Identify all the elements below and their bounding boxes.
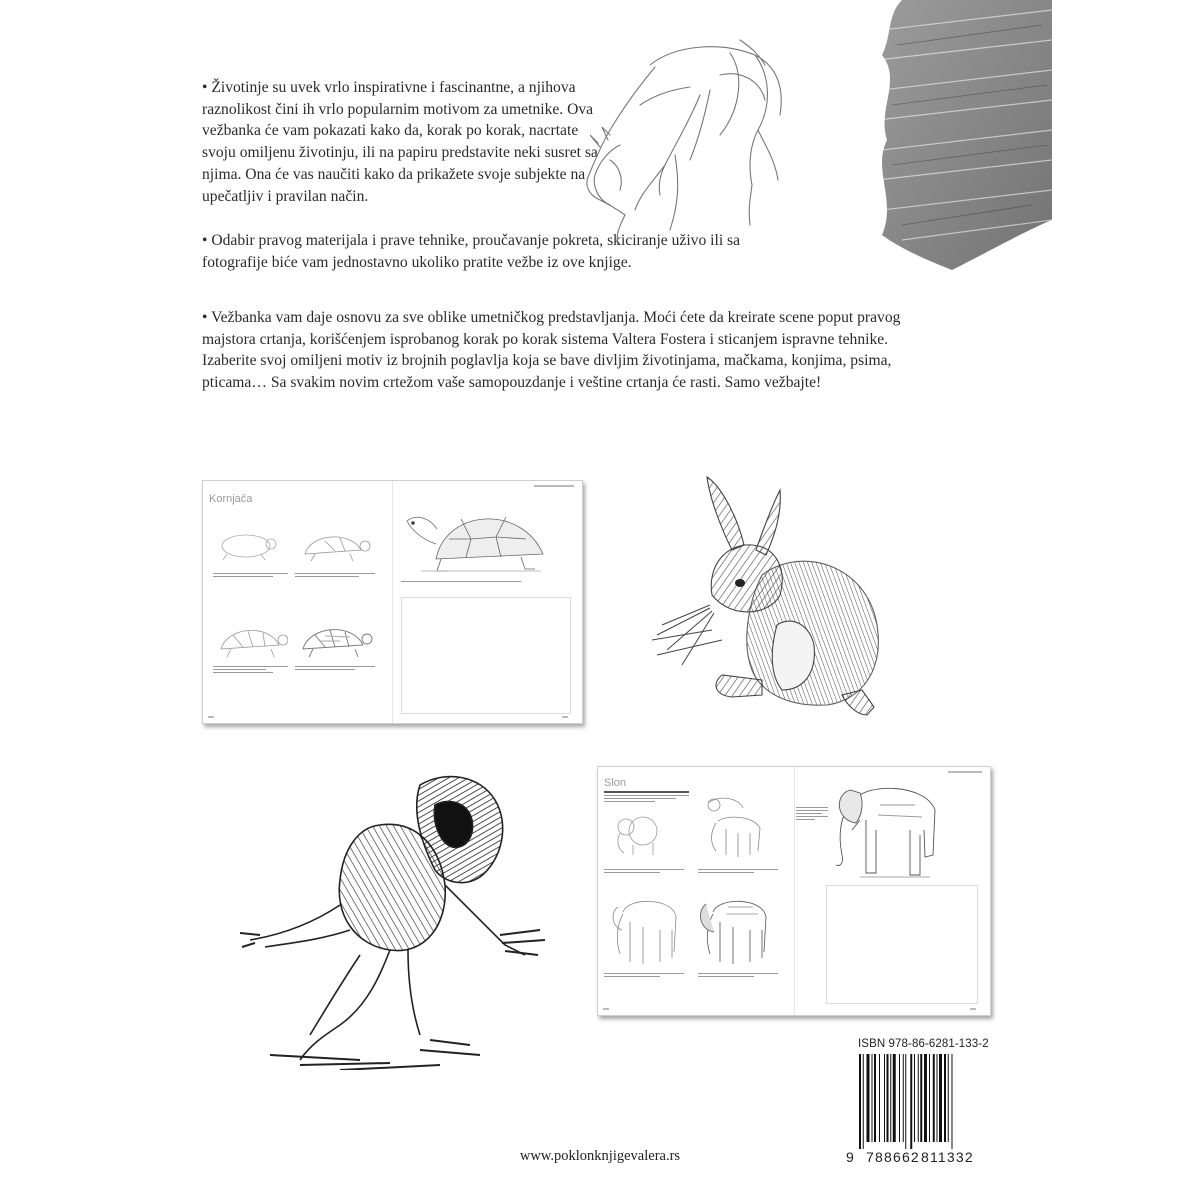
isbn-text: ISBN 978-86-6281-133-2 <box>858 1038 989 1050</box>
spread-gutter <box>392 481 393 723</box>
sample-spread-elephant <box>597 766 991 1016</box>
page-number <box>562 716 568 718</box>
sample-spread-turtle <box>202 480 583 724</box>
barcode <box>858 1054 978 1149</box>
step-caption <box>295 666 375 676</box>
turtle-finished-drawing <box>401 499 551 579</box>
barcode-bar <box>933 1054 935 1142</box>
intro-paragraph-3: • Vežbanka vam daje osnovu za sve oblike umetničkog predstavljanja. Moći ćete da kreirate scene poput pravog majstora crtanja, korišćenjem isprobanog korak po korak sistema Valtera Fostera i sticanjem ispravne tehnike. Izaberite svoj omiljeni motiv iz brojnih poglavlja koja se bave divljim životinjama, mačkama, konjima, psima, pticama… Sa svakim novim crtežom vaše samopouzdanje i veštine crtanja će rasti. Samo vežbajte! <box>202 309 901 392</box>
step-caption <box>604 973 684 983</box>
page-number <box>208 716 214 718</box>
page-number <box>603 1008 609 1010</box>
elephant-step-sketch <box>608 809 673 859</box>
turtle-step-sketch <box>213 526 283 566</box>
barcode-bar <box>867 1054 870 1142</box>
barcode-digits-left: 788662 <box>866 1149 920 1165</box>
intro-caption <box>604 791 689 807</box>
barcode-digits-right: 811332 <box>921 1149 974 1165</box>
barcode-bar <box>874 1054 876 1142</box>
rabbit-drawing <box>652 475 892 730</box>
turtle-step-sketch <box>295 526 375 566</box>
step-caption <box>604 869 684 879</box>
spread-gutter <box>794 767 795 1015</box>
step-caption <box>295 573 375 583</box>
turtle-step-sketch <box>295 621 375 661</box>
running-header <box>534 485 574 487</box>
barcode-bar <box>905 1054 906 1149</box>
barcode-bar <box>899 1054 900 1142</box>
side-caption <box>796 807 828 833</box>
barcode-bar <box>918 1054 919 1142</box>
barcode-bar <box>859 1054 861 1149</box>
barcode-bar <box>937 1054 938 1142</box>
barcode-bar <box>952 1054 953 1149</box>
step-caption <box>698 973 778 983</box>
publisher-website: www.poklonknjigevalera.rs <box>519 1148 681 1164</box>
barcode-bar <box>872 1054 873 1142</box>
step-caption <box>213 573 288 583</box>
barcode-bar <box>948 1054 949 1142</box>
barcode-bar <box>884 1054 885 1142</box>
elephant-step-sketch <box>608 892 683 972</box>
spread-title: Kornjača <box>209 493 253 505</box>
barcode-bar <box>914 1054 915 1142</box>
barcode-bar <box>924 1054 927 1142</box>
practice-box <box>401 597 571 714</box>
elephant-finished-drawing <box>830 775 945 885</box>
step-caption <box>213 666 288 676</box>
barcode-bar <box>879 1054 880 1142</box>
practice-box <box>826 885 978 1004</box>
elephant-step-sketch <box>698 892 773 972</box>
barcode-bar <box>903 1054 904 1142</box>
barcode-bar <box>863 1054 864 1149</box>
step-caption <box>401 581 521 591</box>
barcode-bar <box>910 1054 912 1149</box>
step-caption <box>698 869 778 879</box>
intro-paragraph-2: • Odabir pravog materijala i prave tehnike, proučavanje pokreta, skiciranje uživo ili sa fotografije biće vam jednostavno ukoliko pratite vežbe iz ove knjige. <box>202 232 741 271</box>
barcode-digit-first: 9 <box>846 1149 854 1165</box>
deer-sketch <box>580 35 820 255</box>
turtle-step-sketch <box>213 621 288 661</box>
barcode-bar <box>929 1054 930 1142</box>
pencil-hatching <box>842 0 1052 275</box>
barcode-bar <box>920 1054 922 1142</box>
barcode-bar <box>893 1054 896 1142</box>
baboon-drawing <box>240 765 585 1070</box>
page-number <box>970 1008 976 1010</box>
intro-paragraph-1: • Životinje su uvek vrlo inspirativne i fascinantne, a njihova raznolikost čini ih vrlo popularnim motivom za umetnike. Ova vežbanka će vam pokazati kako da, korak po korak, nacrtate svoju omiljenu životinju, ili na papiru predstavite neki susret sa njima. Ona će vas naučiti kako da prikažete svoje subjekte na upečatljiv i pravilan način. <box>202 79 598 205</box>
barcode-bar <box>944 1054 946 1142</box>
barcode-bar <box>890 1054 891 1142</box>
barcode-bar <box>939 1054 942 1142</box>
barcode-bar <box>887 1054 889 1142</box>
elephant-step-sketch <box>698 793 768 868</box>
running-header <box>948 771 982 773</box>
spread-title: Slon <box>604 777 627 789</box>
